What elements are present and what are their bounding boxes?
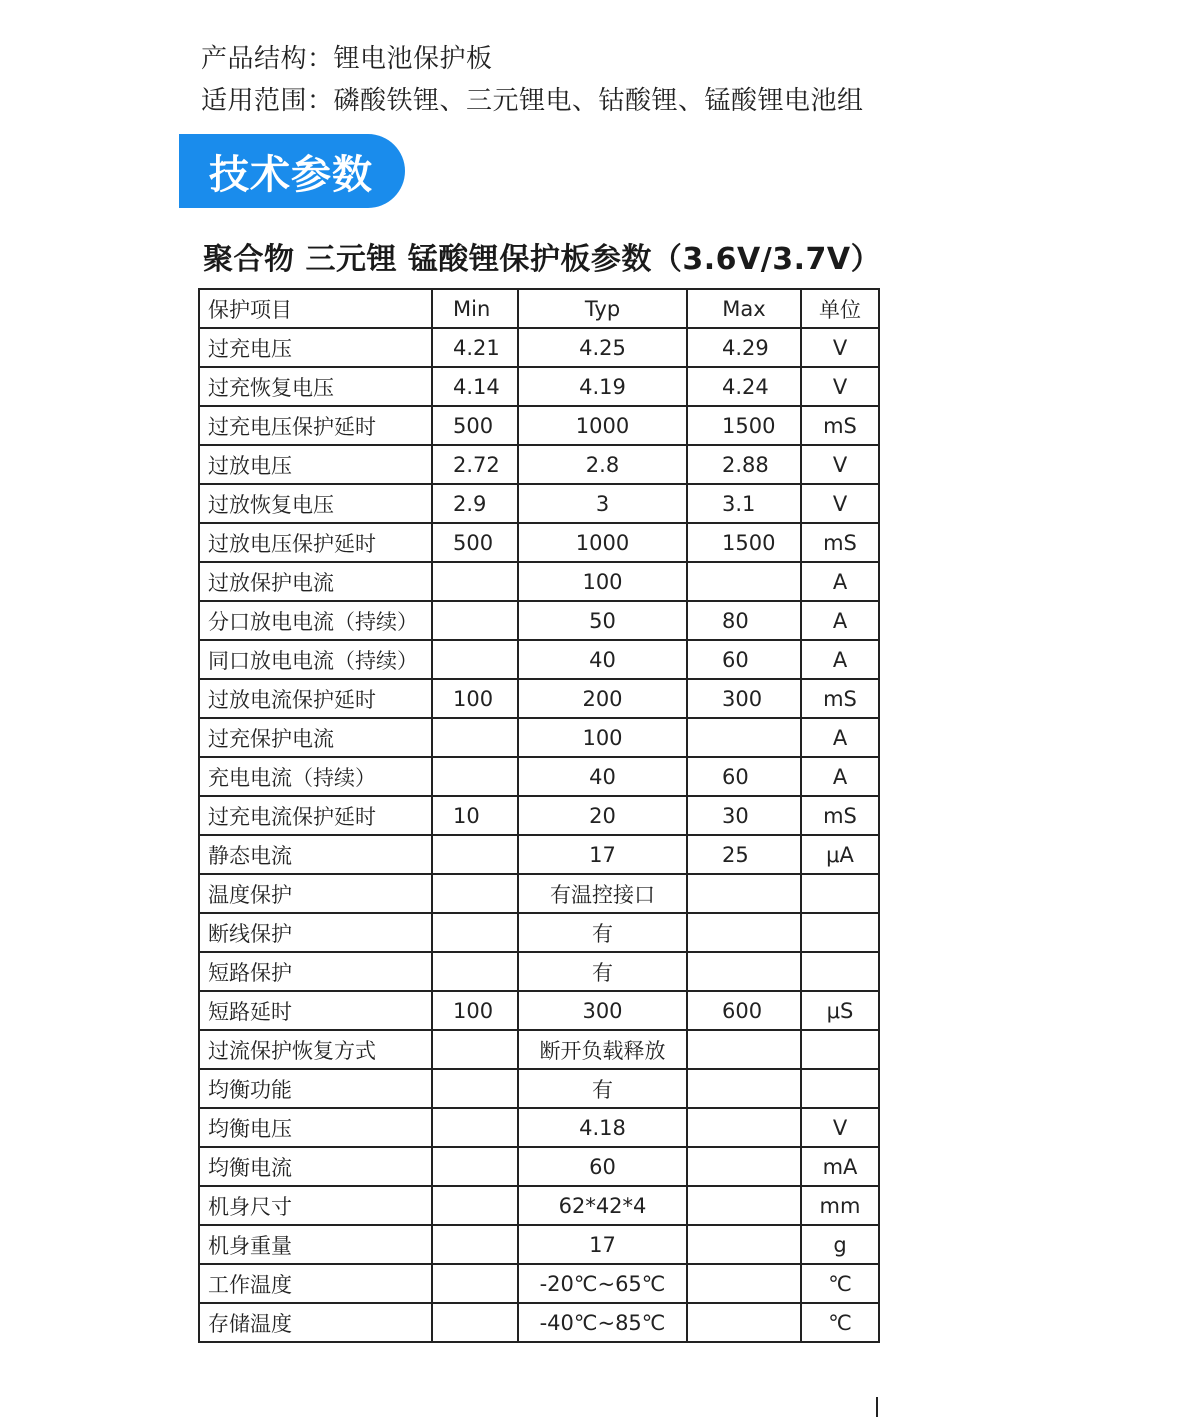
cell-item: 均衡电流 bbox=[199, 1147, 432, 1186]
table-row bbox=[199, 1303, 879, 1342]
cell-min: 10 bbox=[432, 796, 518, 835]
cell-unit: mS bbox=[801, 679, 879, 718]
cell-min: 4.14 bbox=[432, 367, 518, 406]
cell-typ: 60 bbox=[518, 1147, 687, 1186]
cell-item: 过放电流保护延时 bbox=[199, 679, 432, 718]
cell-typ: 17 bbox=[518, 1225, 687, 1264]
cell-min bbox=[432, 1069, 518, 1108]
cell-unit bbox=[801, 874, 879, 913]
cell-min bbox=[432, 562, 518, 601]
cell-unit: V bbox=[801, 445, 879, 484]
cell-unit: mS bbox=[801, 796, 879, 835]
cell-unit: A bbox=[801, 562, 879, 601]
cell-item: 过放保护电流 bbox=[199, 562, 432, 601]
table-row bbox=[199, 1225, 879, 1264]
cell-item: 同口放电电流（持续） bbox=[199, 640, 432, 679]
table-row bbox=[199, 835, 879, 874]
cell-max bbox=[687, 1030, 801, 1069]
cell-item: 静态电流 bbox=[199, 835, 432, 874]
table-header-row bbox=[199, 289, 879, 328]
cell-item: 均衡电压 bbox=[199, 1108, 432, 1147]
table-row bbox=[199, 757, 879, 796]
cell-typ: 3 bbox=[518, 484, 687, 523]
cell-item: 机身尺寸 bbox=[199, 1186, 432, 1225]
cell-item: 存储温度 bbox=[199, 1303, 432, 1342]
cell-min: 500 bbox=[432, 523, 518, 562]
cell-min bbox=[432, 952, 518, 991]
cell-typ: 4.25 bbox=[518, 328, 687, 367]
cell-min bbox=[432, 1303, 518, 1342]
parameter-table bbox=[198, 288, 880, 1343]
cell-min bbox=[432, 1186, 518, 1225]
cell-typ: -40℃~85℃ bbox=[518, 1303, 687, 1342]
cell-item: 均衡功能 bbox=[199, 1069, 432, 1108]
cell-unit: V bbox=[801, 1108, 879, 1147]
cell-max bbox=[687, 1186, 801, 1225]
cell-typ: 20 bbox=[518, 796, 687, 835]
cell-typ: 40 bbox=[518, 757, 687, 796]
cell-max: 30 bbox=[687, 796, 801, 835]
section-title: 技术参数 bbox=[209, 152, 373, 198]
cell-typ: 62*42*4 bbox=[518, 1186, 687, 1225]
cell-max bbox=[687, 1108, 801, 1147]
table-row bbox=[199, 367, 879, 406]
table-row bbox=[199, 445, 879, 484]
cell-unit bbox=[801, 1030, 879, 1069]
cell-unit: A bbox=[801, 601, 879, 640]
cell-unit: A bbox=[801, 757, 879, 796]
cell-max: 300 bbox=[687, 679, 801, 718]
cell-max bbox=[687, 913, 801, 952]
header-unit: 单位 bbox=[801, 289, 879, 328]
cell-typ: 4.18 bbox=[518, 1108, 687, 1147]
cell-typ: 17 bbox=[518, 835, 687, 874]
table-row bbox=[199, 991, 879, 1030]
cell-item: 过充保护电流 bbox=[199, 718, 432, 757]
cell-max bbox=[687, 1264, 801, 1303]
cell-unit: μS bbox=[801, 991, 879, 1030]
header-typ: Typ bbox=[518, 289, 687, 328]
cell-unit: mS bbox=[801, 523, 879, 562]
cell-max: 80 bbox=[687, 601, 801, 640]
cell-max bbox=[687, 874, 801, 913]
cell-unit: A bbox=[801, 640, 879, 679]
cell-max: 25 bbox=[687, 835, 801, 874]
header-item: 保护项目 bbox=[199, 289, 432, 328]
cell-max: 1500 bbox=[687, 406, 801, 445]
cell-min bbox=[432, 1147, 518, 1186]
cell-max bbox=[687, 562, 801, 601]
cell-unit bbox=[801, 952, 879, 991]
table-row bbox=[199, 718, 879, 757]
table-row bbox=[199, 406, 879, 445]
section-banner bbox=[179, 134, 405, 208]
cell-max bbox=[687, 718, 801, 757]
cell-typ: 50 bbox=[518, 601, 687, 640]
cell-unit: ℃ bbox=[801, 1264, 879, 1303]
cell-min: 100 bbox=[432, 679, 518, 718]
cell-unit: g bbox=[801, 1225, 879, 1264]
cell-typ: 100 bbox=[518, 718, 687, 757]
cell-typ: 1000 bbox=[518, 406, 687, 445]
cell-unit: mS bbox=[801, 406, 879, 445]
cell-typ: 4.19 bbox=[518, 367, 687, 406]
header-max: Max bbox=[687, 289, 801, 328]
cell-min bbox=[432, 835, 518, 874]
cell-max: 4.29 bbox=[687, 328, 801, 367]
cell-typ: 有 bbox=[518, 913, 687, 952]
cell-max: 4.24 bbox=[687, 367, 801, 406]
cell-item: 过放电压 bbox=[199, 445, 432, 484]
cell-unit: A bbox=[801, 718, 879, 757]
cell-min bbox=[432, 601, 518, 640]
cell-max bbox=[687, 1147, 801, 1186]
cell-item: 机身重量 bbox=[199, 1225, 432, 1264]
cell-min bbox=[432, 718, 518, 757]
cell-typ: 100 bbox=[518, 562, 687, 601]
cell-unit bbox=[801, 913, 879, 952]
cell-item: 过流保护恢复方式 bbox=[199, 1030, 432, 1069]
cell-min bbox=[432, 1264, 518, 1303]
table-row bbox=[199, 601, 879, 640]
cell-item: 过充电压保护延时 bbox=[199, 406, 432, 445]
cell-min: 500 bbox=[432, 406, 518, 445]
table-row bbox=[199, 1186, 879, 1225]
table-row bbox=[199, 1108, 879, 1147]
cell-item: 断线保护 bbox=[199, 913, 432, 952]
table-row bbox=[199, 874, 879, 913]
cell-min bbox=[432, 757, 518, 796]
cell-unit: ℃ bbox=[801, 1303, 879, 1342]
cell-item: 分口放电电流（持续） bbox=[199, 601, 432, 640]
table-row bbox=[199, 328, 879, 367]
table-row bbox=[199, 1264, 879, 1303]
table-row bbox=[199, 562, 879, 601]
cell-min: 100 bbox=[432, 991, 518, 1030]
cell-min: 4.21 bbox=[432, 328, 518, 367]
table-row bbox=[199, 913, 879, 952]
cell-item: 短路保护 bbox=[199, 952, 432, 991]
cell-typ: 40 bbox=[518, 640, 687, 679]
table-title: 聚合物 三元锂 锰酸锂保护板参数（3.6V/3.7V） bbox=[203, 242, 882, 277]
cell-item: 温度保护 bbox=[199, 874, 432, 913]
cell-max: 1500 bbox=[687, 523, 801, 562]
table-row bbox=[199, 484, 879, 523]
table-row bbox=[199, 1030, 879, 1069]
cell-max bbox=[687, 1069, 801, 1108]
table-row bbox=[199, 1147, 879, 1186]
cell-unit: μA bbox=[801, 835, 879, 874]
cell-min bbox=[432, 1108, 518, 1147]
table-row bbox=[199, 952, 879, 991]
cell-unit: V bbox=[801, 367, 879, 406]
cell-max bbox=[687, 952, 801, 991]
cell-unit: V bbox=[801, 328, 879, 367]
table-row bbox=[199, 1069, 879, 1108]
cell-item: 过充电压 bbox=[199, 328, 432, 367]
table-row bbox=[199, 796, 879, 835]
cell-max: 60 bbox=[687, 757, 801, 796]
table-row bbox=[199, 523, 879, 562]
application-scope-text: 适用范围：磷酸铁锂、三元锂电、钴酸锂、锰酸锂电池组 bbox=[201, 86, 864, 116]
table-row bbox=[199, 679, 879, 718]
cell-typ: 断开负载释放 bbox=[518, 1030, 687, 1069]
cell-unit: V bbox=[801, 484, 879, 523]
table-row bbox=[199, 640, 879, 679]
cell-typ: 2.8 bbox=[518, 445, 687, 484]
cell-unit: mm bbox=[801, 1186, 879, 1225]
cell-typ: 1000 bbox=[518, 523, 687, 562]
cell-typ: 有温控接口 bbox=[518, 874, 687, 913]
cell-min bbox=[432, 1225, 518, 1264]
cell-typ: 有 bbox=[518, 1069, 687, 1108]
cell-typ: 200 bbox=[518, 679, 687, 718]
cell-item: 充电电流（持续） bbox=[199, 757, 432, 796]
cell-max: 3.1 bbox=[687, 484, 801, 523]
cell-max bbox=[687, 1225, 801, 1264]
cell-typ: -20℃~65℃ bbox=[518, 1264, 687, 1303]
cell-item: 过放恢复电压 bbox=[199, 484, 432, 523]
cell-unit: mA bbox=[801, 1147, 879, 1186]
cell-item: 过充恢复电压 bbox=[199, 367, 432, 406]
product-structure-text: 产品结构：锂电池保护板 bbox=[201, 44, 493, 74]
cell-min: 2.9 bbox=[432, 484, 518, 523]
cell-item: 过放电压保护延时 bbox=[199, 523, 432, 562]
cell-unit bbox=[801, 1069, 879, 1108]
cell-max: 60 bbox=[687, 640, 801, 679]
cell-min bbox=[432, 640, 518, 679]
table-edge-line bbox=[876, 1397, 878, 1417]
cell-typ: 有 bbox=[518, 952, 687, 991]
cell-typ: 300 bbox=[518, 991, 687, 1030]
cell-max: 2.88 bbox=[687, 445, 801, 484]
cell-max bbox=[687, 1303, 801, 1342]
cell-item: 过充电流保护延时 bbox=[199, 796, 432, 835]
cell-min bbox=[432, 874, 518, 913]
cell-item: 短路延时 bbox=[199, 991, 432, 1030]
cell-min: 2.72 bbox=[432, 445, 518, 484]
cell-item: 工作温度 bbox=[199, 1264, 432, 1303]
cell-max: 600 bbox=[687, 991, 801, 1030]
cell-min bbox=[432, 913, 518, 952]
cell-min bbox=[432, 1030, 518, 1069]
header-min: Min bbox=[432, 289, 518, 328]
